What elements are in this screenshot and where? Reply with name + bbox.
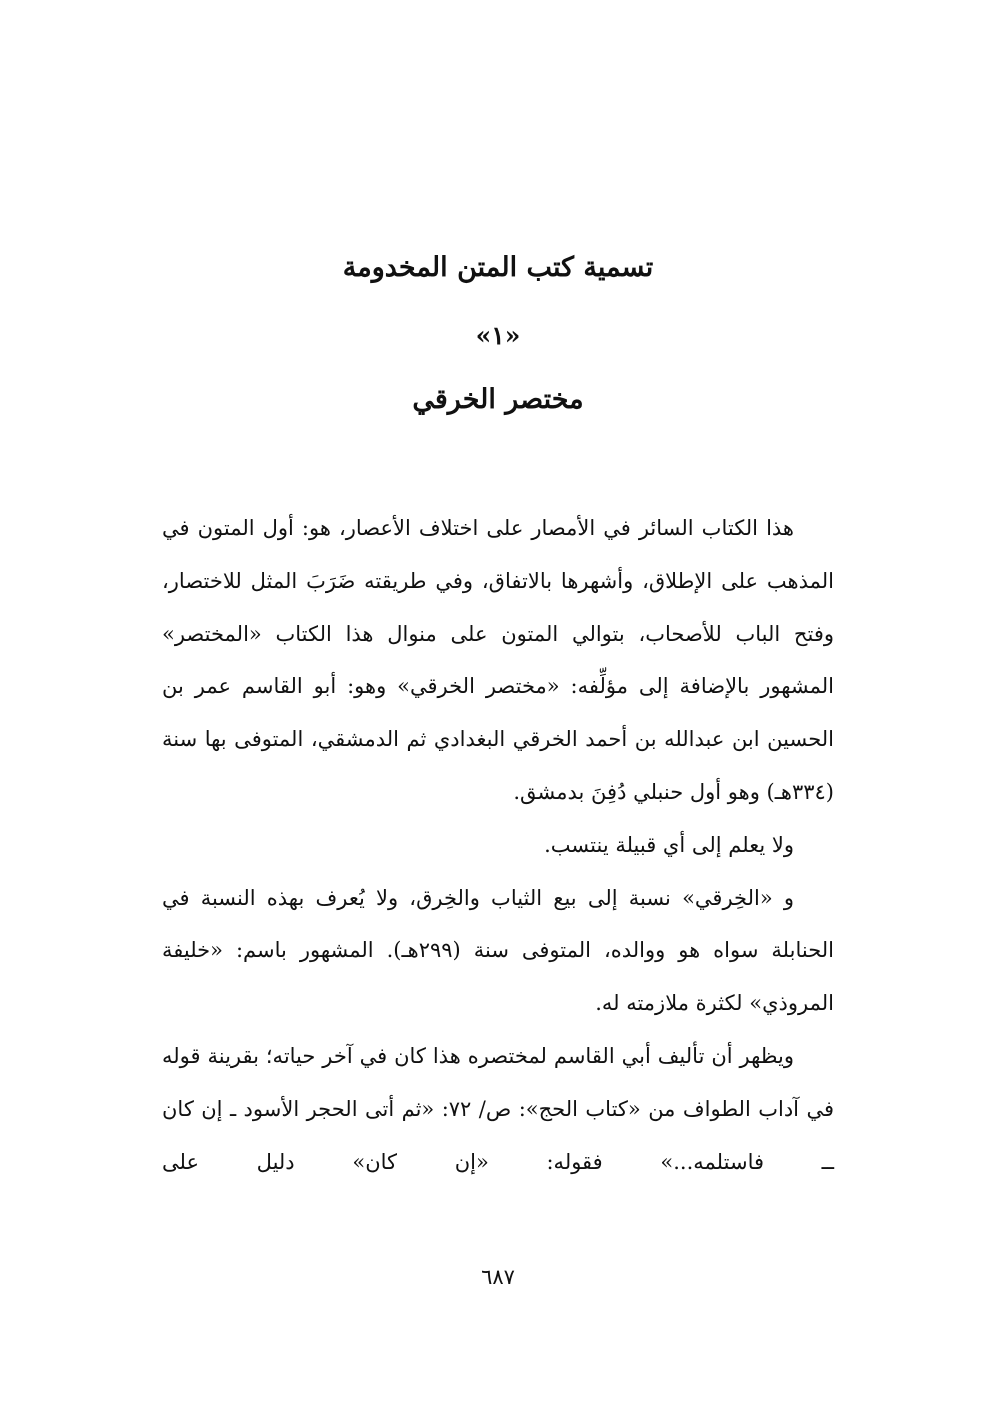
section-title: تسمية كتب المتن المخدومة [342, 252, 654, 283]
body-text [162, 502, 834, 1188]
page-number: ٦٨٧ [481, 1265, 515, 1289]
entry-title: مختصر الخرقي [412, 384, 584, 415]
paragraph-2: ولا يعلم إلى أي قبيلة ينتسب. [544, 832, 794, 857]
paragraph-3: و «الخِرقي» نسبة إلى بيع الثياب والخِرق، ولا يُعرف بهذه النسبة في الحنابلة سواه هو ووالده، المتوفى سنة (٢٩٩هـ). المشهور باسم: «خليفة المروذي» لكثرة ملازمته له. [162, 885, 834, 1016]
entry-number: «١» [475, 321, 521, 350]
paragraph-4: ويظهر أن تأليف أبي القاسم لمختصره هذا كان في آخر حياته؛ بقرينة قوله في آداب الطواف من «كتاب الحج»: ص/ ٧٢: «ثم أتى الحجر الأسود ـ إن كان ــ فاستلمه...» فقوله: «إن كان» دليل على [162, 1043, 834, 1174]
paragraph-1: هذا الكتاب السائر في الأمصار على اختلاف الأعصار، هو: أول المتون في المذهب على الإطلاق، وأشهرها بالاتفاق، وفي طريقته ضَرَبَ المثل للاختصار، وفتح الباب للأصحاب، بتوالي المتون على منوال هذا الكتاب «المختصر» المشهور بالإضافة إلى مؤلِّفه: «مختصر الخرقي» وهو: أبو القاسم عمر بن الحسين ابن عبدالله بن أحمد الخرقي البغدادي ثم الدمشقي، المتوفى بها سنة (٣٣٤هـ) وهو أول حنبلي دُفِنَ بدمشق. [162, 516, 834, 804]
